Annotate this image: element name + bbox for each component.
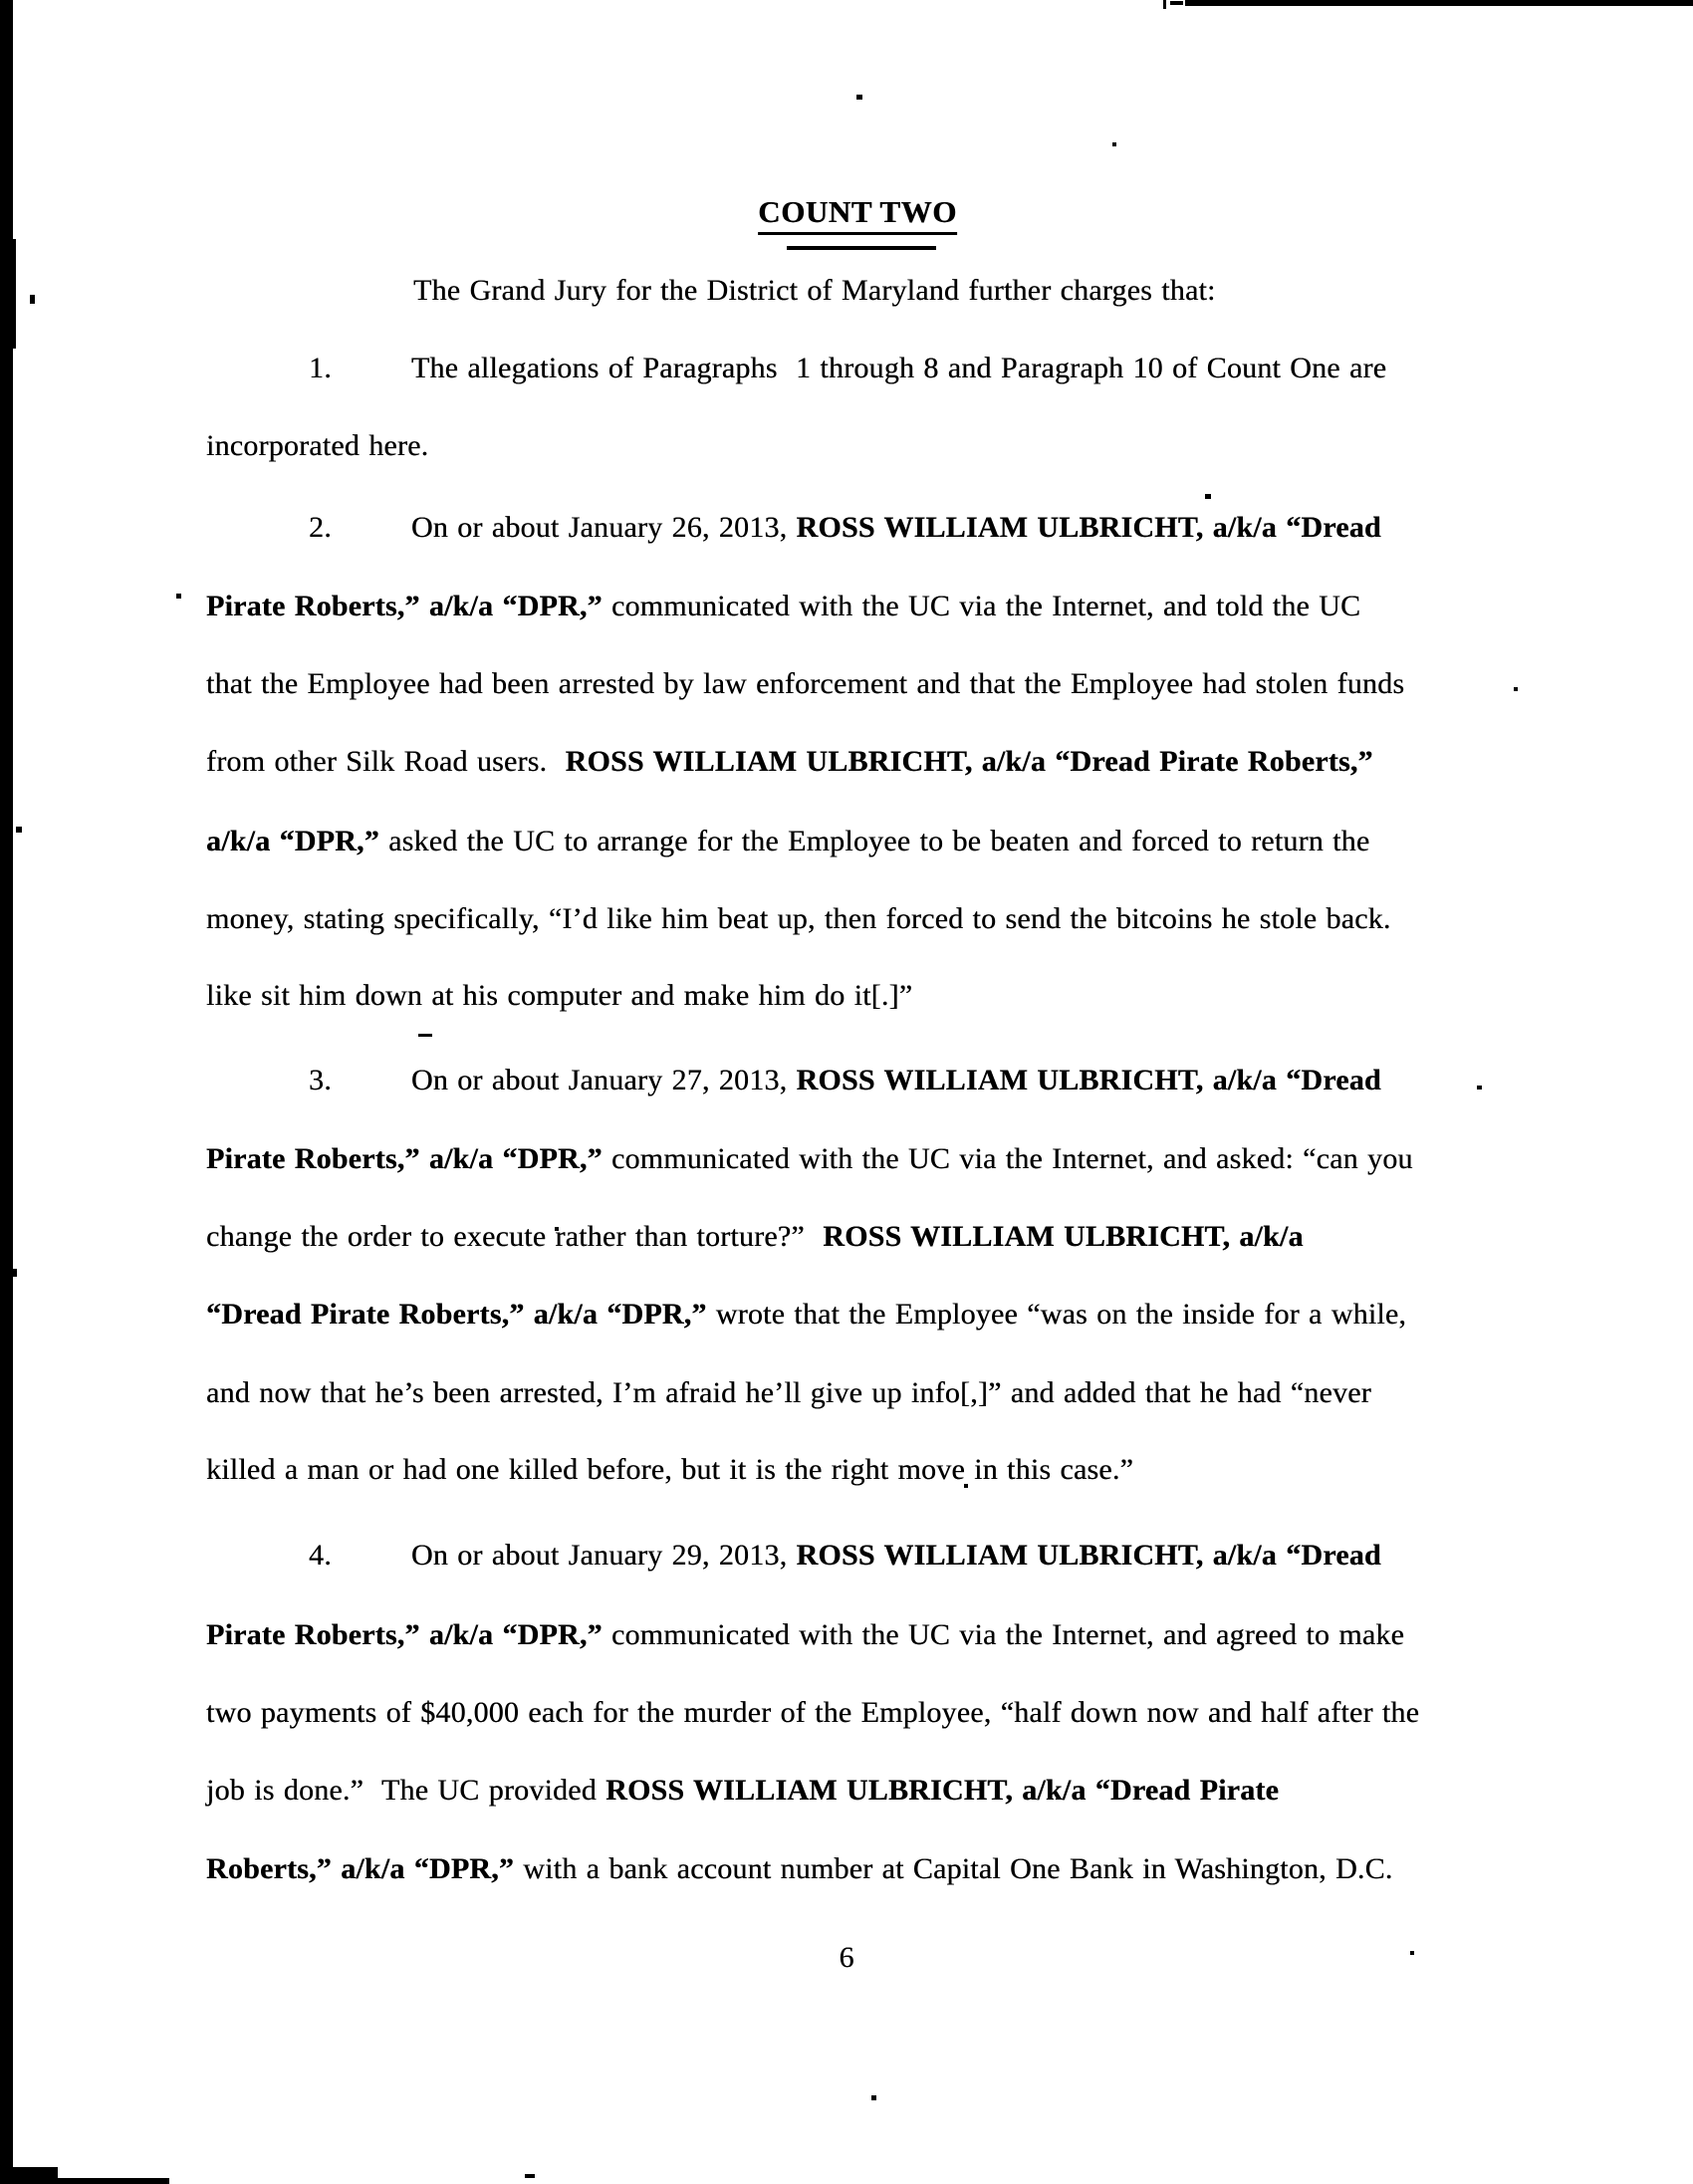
paragraph-number: 3. — [309, 1064, 332, 1096]
text-segment: like sit him down at his computer and make him do it[.]” — [206, 979, 913, 1012]
paragraph-line — [206, 669, 1404, 699]
text-segment: On or about January 27, 2013, — [410, 1064, 797, 1096]
scan-speck — [12, 1269, 17, 1277]
scan-speck — [16, 827, 22, 833]
intro-text: The Grand Jury for the District of Maryland further charges that: — [413, 274, 1216, 307]
scan-left-edge-bar-thick — [0, 239, 16, 349]
paragraph-line — [206, 827, 1369, 856]
page-number: 6 — [839, 1941, 854, 1974]
defendant-name-bold: ROSS WILLIAM ULBRICHT, a/k/a “Dread Pirate — [605, 1774, 1280, 1807]
text-segment: On or about January 29, 2013, — [410, 1539, 797, 1572]
paragraph-line — [206, 747, 1373, 777]
scan-bottom-edge-dash — [55, 2178, 169, 2184]
defendant-name-bold: ROSS WILLIAM ULBRICHT, a/k/a “Dread — [796, 1539, 1381, 1572]
scan-top-tick — [1163, 0, 1166, 9]
defendant-name-bold: Pirate Roberts,” a/k/a “DPR,” — [206, 1142, 603, 1175]
paragraph-line — [206, 1144, 1413, 1174]
text-segment: On or about January 26, 2013, — [410, 511, 797, 544]
intro-line — [413, 276, 1216, 306]
defendant-name-bold: a/k/a “DPR,” — [206, 825, 379, 857]
paragraph-number: 1. — [309, 352, 332, 384]
text-segment: money, stating specifically, “I’d like him beat up, then forced to send the bitcoins he stole back. — [206, 902, 1391, 935]
defendant-name-bold: ROSS WILLIAM ULBRICHT, a/k/a “Dread Pirate Roberts,” — [565, 745, 1373, 778]
paragraph-line — [206, 1222, 1304, 1252]
scan-speck — [1112, 142, 1116, 146]
text-segment: with a bank account number at Capital One Bank in Washington, D.C. — [514, 1852, 1393, 1885]
text-segment: communicated with the UC via the Internet, and told the UC — [602, 590, 1361, 622]
count-heading: COUNT TWO — [758, 196, 957, 235]
paragraph-line — [206, 431, 428, 461]
scan-speck — [525, 2174, 535, 2178]
paragraph-line — [206, 981, 912, 1011]
scan-top-edge-line — [1185, 0, 1693, 6]
text-segment: that the Employee had been arrested by law enforcement and that the Employee had stolen funds — [206, 667, 1405, 700]
text-segment: wrote that the Employee “was on the inside for a while, — [706, 1298, 1407, 1331]
text-segment: incorporated here. — [206, 429, 429, 462]
paragraph-number: 4. — [309, 1539, 332, 1572]
defendant-name-bold: Pirate Roberts,” a/k/a “DPR,” — [206, 590, 603, 622]
scan-speck — [1205, 494, 1211, 499]
paragraph-line — [309, 1541, 1381, 1571]
paragraph-line — [206, 592, 1360, 621]
text-segment: The allegations of Paragraphs 1 through 8 and Paragraph 10 of Count One are — [410, 352, 1387, 384]
text-segment: killed a man or had one killed before, but it is the right move in this case.” — [206, 1453, 1134, 1486]
scan-speck — [1514, 687, 1518, 691]
text-segment: asked the UC to arrange for the Employee to be beaten and forced to return the — [378, 825, 1370, 857]
defendant-name-bold: ROSS WILLIAM ULBRICHT, a/k/a — [823, 1220, 1304, 1253]
paragraph-line — [309, 354, 1386, 383]
scan-speck — [418, 1034, 432, 1037]
paragraph-line — [206, 1854, 1393, 1884]
paragraph-line — [309, 513, 1381, 543]
scan-speck — [856, 95, 862, 100]
text-segment: change the order to execute rather than torture?” — [206, 1220, 824, 1253]
scan-speck — [30, 295, 35, 304]
paragraph-line — [206, 1378, 1371, 1408]
defendant-name-bold: Roberts,” a/k/a “DPR,” — [206, 1852, 515, 1885]
paragraph-line — [206, 1455, 1133, 1485]
defendant-name-bold: ROSS WILLIAM ULBRICHT, a/k/a “Dread — [796, 511, 1381, 544]
scan-speck — [1410, 1951, 1414, 1955]
paragraph-line — [206, 1698, 1419, 1728]
defendant-name-bold: ROSS WILLIAM ULBRICHT, a/k/a “Dread — [796, 1064, 1381, 1096]
scan-top-dash — [1170, 1, 1183, 5]
text-segment: from other Silk Road users. — [206, 745, 566, 778]
scan-bottom-left-foot — [0, 2167, 58, 2184]
heading-underline-fragment — [787, 246, 936, 250]
text-segment: and now that he’s been arrested, I’m afraid he’ll give up info[,]” and added that he had “never — [206, 1376, 1371, 1409]
text-segment: job is done.” The UC provided — [206, 1774, 606, 1807]
paragraph-line — [309, 1066, 1381, 1095]
text-segment: communicated with the UC via the Internet, and asked: “can you — [602, 1142, 1413, 1175]
defendant-name-bold: Pirate Roberts,” a/k/a “DPR,” — [206, 1618, 603, 1651]
paragraph-line — [206, 1620, 1404, 1650]
scan-speck — [176, 594, 181, 599]
text-segment: two payments of $40,000 each for the murder of the Employee, “half down now and half after the — [206, 1696, 1420, 1729]
paragraph-line — [206, 904, 1391, 934]
paragraph-line — [206, 1300, 1406, 1330]
text-segment: communicated with the UC via the Internet, and agreed to make — [602, 1618, 1405, 1651]
paragraph-line — [206, 1776, 1279, 1806]
scan-speck — [1477, 1086, 1482, 1090]
paragraph-number: 2. — [309, 511, 332, 544]
scan-speck — [871, 2095, 876, 2100]
defendant-name-bold: “Dread Pirate Roberts,” a/k/a “DPR,” — [206, 1298, 707, 1331]
